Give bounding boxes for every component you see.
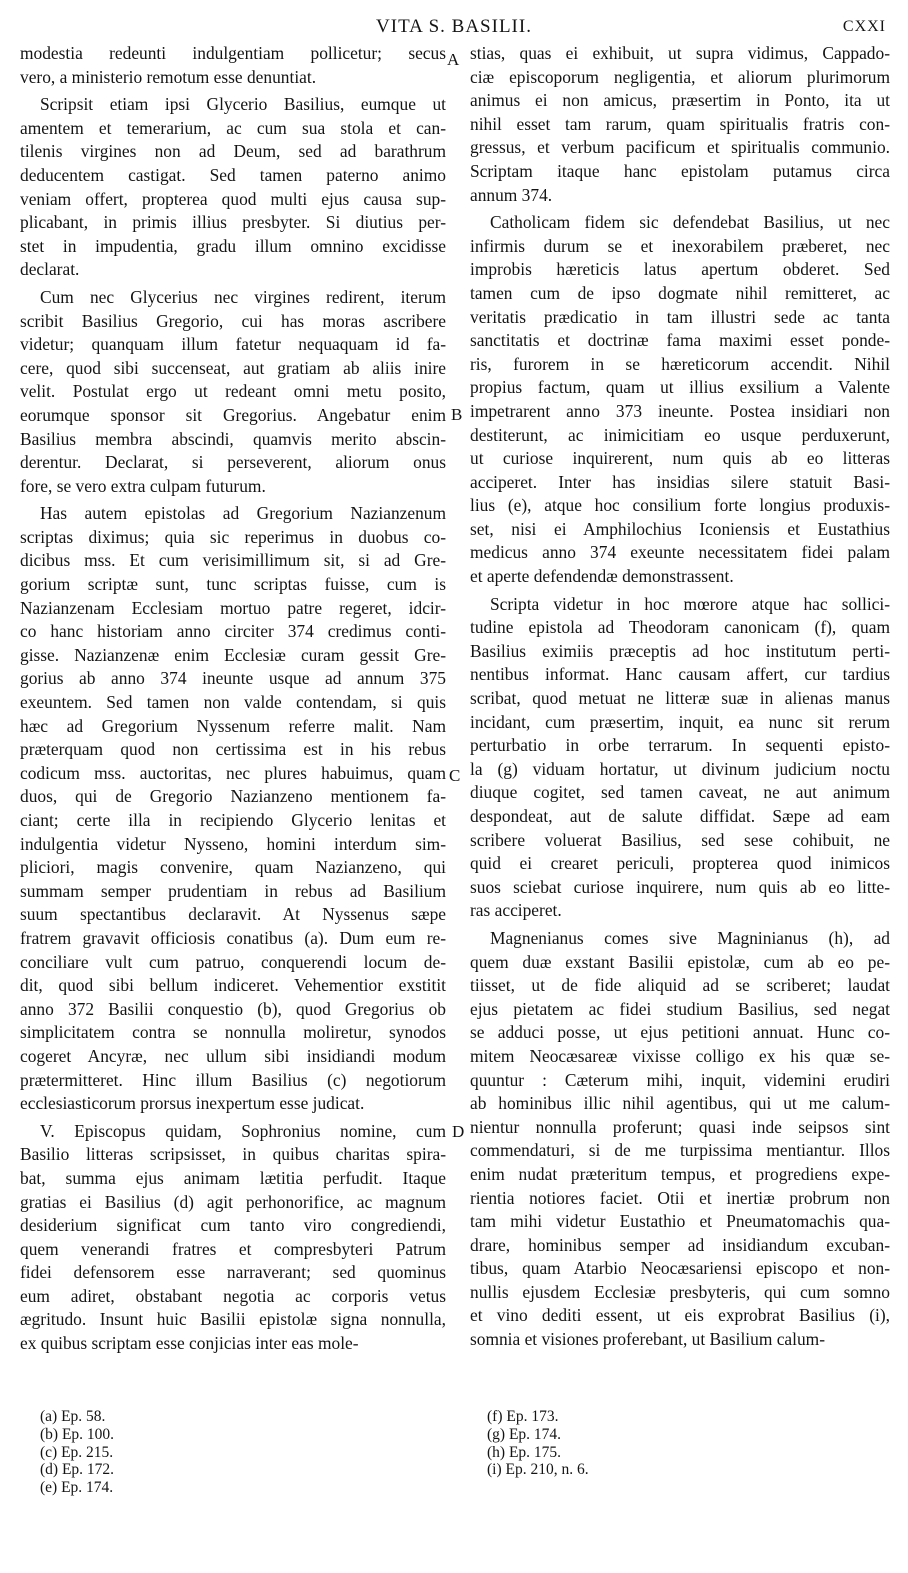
text-line: suos sciebat curiose inquirere, num quis ab eo litte- bbox=[470, 876, 890, 897]
text-line: tilenis virgines non ad Deum, sed ad barathrum bbox=[20, 141, 446, 162]
text-line: gorium scriptæ sunt, tunc scriptas fuisse, cum is bbox=[20, 574, 446, 595]
text-line: ris, furorem in se hæreticorum accendit. Nihil bbox=[470, 353, 890, 374]
text-line: Basilius eximiis præceptis ad hoc institutum perti- bbox=[470, 640, 890, 661]
text-line: derentur. Declarat, si perseverent, aliorum onus bbox=[20, 452, 446, 473]
text-line: ras acciperet. bbox=[470, 900, 562, 921]
text-line: Nazianzenam Ecclesiam mortuo patre regeret, idcir- bbox=[20, 597, 446, 618]
text-line: et vino dediti essent, ut eis exprobrat Basilius (i), bbox=[470, 1305, 890, 1326]
text-line: gratias ei Basilius (d) agit perhonorifice, ac magnum bbox=[20, 1191, 446, 1212]
text-line: V. Episcopus quidam, Sophronius nomine, cum bbox=[40, 1120, 446, 1141]
text-line: sanctitatis et doctrinæ fama maximi esset ponde- bbox=[470, 330, 890, 351]
text-line: fratrem gravavit officiosis conatibus (a). Dum eum re- bbox=[20, 927, 446, 948]
text-line: bat, summa ejus animam lætitia perfudit. Itaque bbox=[20, 1167, 446, 1188]
text-line: improbis hæreticis latus apertum obderet. Sed bbox=[470, 259, 890, 280]
text-line: fore, se vero extra culpam futurum. bbox=[20, 475, 266, 496]
text-line: animus ei non amicus, præsertim in Ponto, ita ut bbox=[470, 90, 890, 111]
text-line: dicibus mss. Et cum verisimillimum sit, si ad Gre- bbox=[20, 550, 446, 571]
text-line: tiisset, ut de fide aliquid ad se scriberet; laudat bbox=[470, 975, 890, 996]
text-line: rientia notiores faciet. Otii et inertiæ probrum non bbox=[470, 1187, 890, 1208]
text-line: plicabant, in primis illius presbyter. Si diutius per- bbox=[20, 212, 446, 233]
text-line: pliciori, magis convenire, quam Nazianzeno, qui bbox=[20, 857, 446, 878]
text-line: ex quibus scriptam esse conjicias inter eas mole- bbox=[20, 1333, 359, 1354]
text-line: ciant; certe illa in recipiendo Glycerio lenitas et bbox=[20, 810, 446, 830]
footnote: (i) Ep. 210, n. 6. bbox=[487, 1461, 589, 1479]
text-line: Cum nec Glycerius nec virgines redirent, iterum bbox=[40, 286, 446, 307]
margin-letter-a: A bbox=[447, 50, 460, 69]
footnotes-right bbox=[487, 1408, 589, 1479]
footnote: (b) Ep. 100. bbox=[40, 1425, 115, 1443]
text-line: et aperte defendendæ demonstrassent. bbox=[470, 566, 734, 587]
text-line: conciliare vult cum patruo, conquerendi locum de- bbox=[20, 951, 446, 972]
text-line: ægritudo. Insunt huic Basilii epistolæ signa nonnulla, bbox=[20, 1309, 446, 1330]
text-line: ecclesiasticorum prorsus inexpertum esse judicat. bbox=[20, 1093, 365, 1114]
paragraph bbox=[20, 502, 446, 1115]
text-line: acciperet. Inter has insidias silere statuit Basi- bbox=[470, 471, 890, 492]
text-line: commendaturi, si de me turpissima mentiantur. Illos bbox=[470, 1140, 890, 1161]
text-line: destiterunt, ac inimicitiam eo usque perduxerunt, bbox=[470, 424, 890, 445]
text-line: scriptas diximus; quia sic reperimus in duobus co- bbox=[20, 526, 446, 547]
text-line: ut curiose inquirerent, num quis ab eo litteras bbox=[470, 448, 890, 469]
text-line: scribere voluerat Basilius, sed sese cohibuit, ne bbox=[470, 829, 890, 850]
text-line: tamen cum de ipso dogmate nihil remitteret, ac bbox=[470, 282, 890, 303]
text-line: desiderium significat cum tanto viro congrediendi, bbox=[20, 1215, 446, 1236]
text-line: eorumque sponsor sit Gregorius. Angebatur enim bbox=[20, 404, 446, 425]
text-line: perturbatio in orbe terrarum. In sequenti episto- bbox=[470, 735, 890, 756]
text-line: impetrarent anno 373 ineunte. Postea insidiari non bbox=[470, 400, 890, 421]
text-line: annum 374. bbox=[470, 184, 553, 205]
text-line: incidant, cum præsertim, inquit, ea nunc sit rerum bbox=[470, 711, 890, 732]
text-line: medicus anno 374 exeunte necessitatem fidei palam bbox=[470, 542, 890, 563]
text-line: amentem et temerarium, ac cum sua stola et can- bbox=[20, 117, 446, 138]
text-line: Scripta videtur in hoc mœrore atque hac sollici- bbox=[490, 593, 890, 614]
text-line: nihil esset tam rarum, quam spiritualis fratris con- bbox=[470, 113, 890, 134]
paragraph bbox=[20, 1120, 446, 1356]
text-line: præterquam quod non certissima est in his rebus bbox=[20, 739, 446, 760]
text-line: mitem Neocæsareæ vixisse colligo ex his quæ se- bbox=[470, 1045, 890, 1066]
text-line: quuntur : Cæterum mihi, inquit, videmini erudiri bbox=[470, 1069, 890, 1090]
footnote: (c) Ep. 215. bbox=[40, 1443, 114, 1461]
paragraph bbox=[470, 593, 890, 923]
text-line: despondeat, aut de salute diffidat. Sæpe ad eam bbox=[470, 806, 890, 826]
text-line: modestia redeunti indulgentiam pollicetur; secus bbox=[20, 43, 446, 63]
text-line: Magnenianus comes sive Magninianus (h), ad bbox=[490, 927, 890, 948]
text-line: Has autem epistolas ad Gregorium Nazianzenum bbox=[40, 503, 446, 524]
margin-letter-d: D bbox=[452, 1122, 465, 1141]
footnote: (e) Ep. 174. bbox=[40, 1479, 114, 1497]
text-line: diuque cogitet, sed tamen caveat, ne aut animum bbox=[470, 782, 890, 803]
footnote: (h) Ep. 175. bbox=[487, 1443, 562, 1461]
text-line: tam mihi videtur Eustathio et Pneumatomachis qua- bbox=[470, 1211, 890, 1232]
text-line: summam semper prudentiam in rebus ad Basilium bbox=[20, 880, 446, 901]
text-line: infirmis durum se et inexorabilem præberet, nec bbox=[470, 235, 890, 256]
text-line: quem duæ exstant Basilii epistolæ, cum ab eo pe- bbox=[470, 951, 890, 972]
paragraph bbox=[20, 42, 446, 89]
text-line: stet in impudentia, gradu illum omnino excidisse bbox=[20, 235, 446, 256]
text-line: indulgentia videtur Nysseno, homini interdum sim- bbox=[20, 833, 446, 854]
text-line: quem venerandi fratres et compresbyteri Patrum bbox=[20, 1238, 446, 1259]
text-line: Basilius membra abscindi, quamvis merito abscin- bbox=[20, 428, 446, 449]
text-line: tibus, quam Atarbio Neocæsariensi episcopo et non- bbox=[470, 1258, 890, 1279]
paragraph bbox=[470, 42, 890, 207]
text-line: hæc ad Gregorium Nyssenum referre malit. Nam bbox=[20, 715, 446, 736]
text-line: nentibus informat. Hanc causam affert, cur tardius bbox=[470, 664, 890, 685]
right-column bbox=[470, 42, 890, 1356]
text-line: ciæ episcoporum negligentia, et aliorum plurimorum bbox=[470, 66, 890, 87]
text-line: cere, quod sibi succenseat, aut gratiam ab aliis inire bbox=[20, 357, 446, 378]
text-line: simplicitatem contra se nonnulla moliretur, synodos bbox=[20, 1022, 446, 1043]
paragraph bbox=[20, 93, 446, 282]
text-line: ab hominibus illic nihil agentibus, qui ut me calum- bbox=[470, 1093, 890, 1114]
text-line: somnia et visiones proferebant, ut Basilium calum- bbox=[470, 1329, 825, 1350]
text-line: veritatis prædicatio in tam illustri sede ac tanta bbox=[470, 306, 890, 327]
paragraph bbox=[470, 927, 890, 1352]
text-line: declarat. bbox=[20, 259, 80, 280]
text-line: Basilio litteras scripsisset, in quibus charitas spira- bbox=[20, 1144, 446, 1165]
paragraph bbox=[20, 286, 446, 498]
text-line: scribat, quod metuat ne litteræ suæ in alienas manus bbox=[470, 688, 890, 709]
text-line: nullis ejusdem Ecclesiæ presbyteris, qui cum somno bbox=[470, 1281, 890, 1302]
text-line: anno 372 Basilii conquestio (b), quod Gregorius ob bbox=[20, 998, 446, 1019]
text-line: gisse. Nazianzenæ enim Ecclesiæ curam gessit Gre- bbox=[20, 644, 446, 665]
page-header bbox=[0, 14, 908, 42]
text-line: lius (e), atque hoc consilium forte longius produxis- bbox=[470, 495, 890, 516]
text-line: Scripsit etiam ipsi Glycerio Basilius, eumque ut bbox=[40, 94, 446, 115]
text-line: enim nudat præteritum tempus, et progrediens expe- bbox=[470, 1163, 890, 1184]
text-line: cogeret Ancyræ, nec ullum sibi insidiandi modum bbox=[20, 1045, 446, 1066]
text-line: duos, qui de Gregorio Nazianzeno mentionem fa- bbox=[20, 786, 446, 807]
text-line: videtur; quanquam illum fatetur nequaquam id fa- bbox=[20, 334, 446, 355]
text-line: la (g) viduam hortatur, ut divinum judicium noctu bbox=[470, 758, 890, 779]
text-line: veniam offert, propterea quod multi ejus causa sup- bbox=[20, 188, 446, 209]
text-line: vero, a ministerio remotum esse denuntiat. bbox=[20, 66, 317, 87]
footnote: (f) Ep. 173. bbox=[487, 1408, 559, 1425]
text-line: tudine epistola ad Theodoram canonicam (f), quam bbox=[470, 617, 890, 638]
left-column bbox=[20, 42, 446, 1360]
footnote: (g) Ep. 174. bbox=[487, 1425, 562, 1443]
text-line: co hanc historiam anno circiter 374 credimus conti- bbox=[20, 621, 446, 642]
running-title: VITA S. BASILII. bbox=[376, 16, 532, 37]
text-line: ejus pietatem ac fidei studium Basilius, sed negat bbox=[470, 998, 890, 1019]
text-line: scribit Basilius Gregorio, cui has moras ascribere bbox=[20, 310, 446, 331]
text-line: suum spectantibus declaravit. At Nyssenus sæpe bbox=[20, 904, 446, 925]
margin-letter-b: B bbox=[451, 405, 463, 424]
text-line: velit. Postulat ergo ut redeant omni metu posito, bbox=[20, 381, 446, 402]
text-line: se adduci posse, ut ejus petitioni annuat. Hunc co- bbox=[470, 1022, 890, 1043]
page-number: CXXI bbox=[842, 18, 886, 35]
text-line: codicum mss. auctoritas, nec plures habuimus, quam bbox=[20, 762, 446, 783]
footnote: (d) Ep. 172. bbox=[40, 1461, 115, 1479]
text-line: nientur nonnulla proferunt; quasi inde seipsos sint bbox=[470, 1116, 890, 1137]
text-line: dit, quod sibi bellum indiceret. Vehementior exstitit bbox=[20, 975, 446, 996]
text-line: Scriptam itaque hanc epistolam putamus circa bbox=[470, 160, 890, 181]
text-line: fidei defensorem esse narraverant; sed quominus bbox=[20, 1262, 446, 1283]
text-line: gorius ab anno 374 ineunte usque ad annum 375 bbox=[20, 668, 446, 689]
text-line: Catholicam fidem sic defendebat Basilius, ut nec bbox=[490, 212, 890, 233]
footnote: (a) Ep. 58. bbox=[40, 1408, 106, 1425]
paragraph bbox=[470, 211, 890, 589]
text-line: deducentem castigat. Sed tamen paterno animo bbox=[20, 164, 446, 185]
text-line: set, nisi ei Amphilochius Iconiensis et Eustathius bbox=[470, 518, 890, 539]
text-line: gressus, et verbum pacificum et spiritualis communio. bbox=[470, 137, 890, 158]
text-line: prætermitteret. Hinc illum Basilius (c) negotiorum bbox=[20, 1069, 446, 1090]
text-line: drare, hominibus semper ad insidiandum excuban- bbox=[470, 1234, 890, 1255]
text-line: quid ei crearet periculi, propterea quod inimicos bbox=[470, 853, 890, 874]
text-line: exeuntem. Sed tamen non valde contendam, si quis bbox=[20, 692, 446, 713]
footnotes-left bbox=[40, 1408, 114, 1497]
text-line: propius factum, quam ut illius exsilium a Valente bbox=[470, 377, 890, 398]
text-line: eum adiret, obstabant negotia ac corporis vetus bbox=[20, 1285, 446, 1306]
text-line: stias, quas ei exhibuit, ut supra vidimus, Cappado- bbox=[470, 43, 890, 63]
margin-letter-c: C bbox=[449, 766, 461, 785]
